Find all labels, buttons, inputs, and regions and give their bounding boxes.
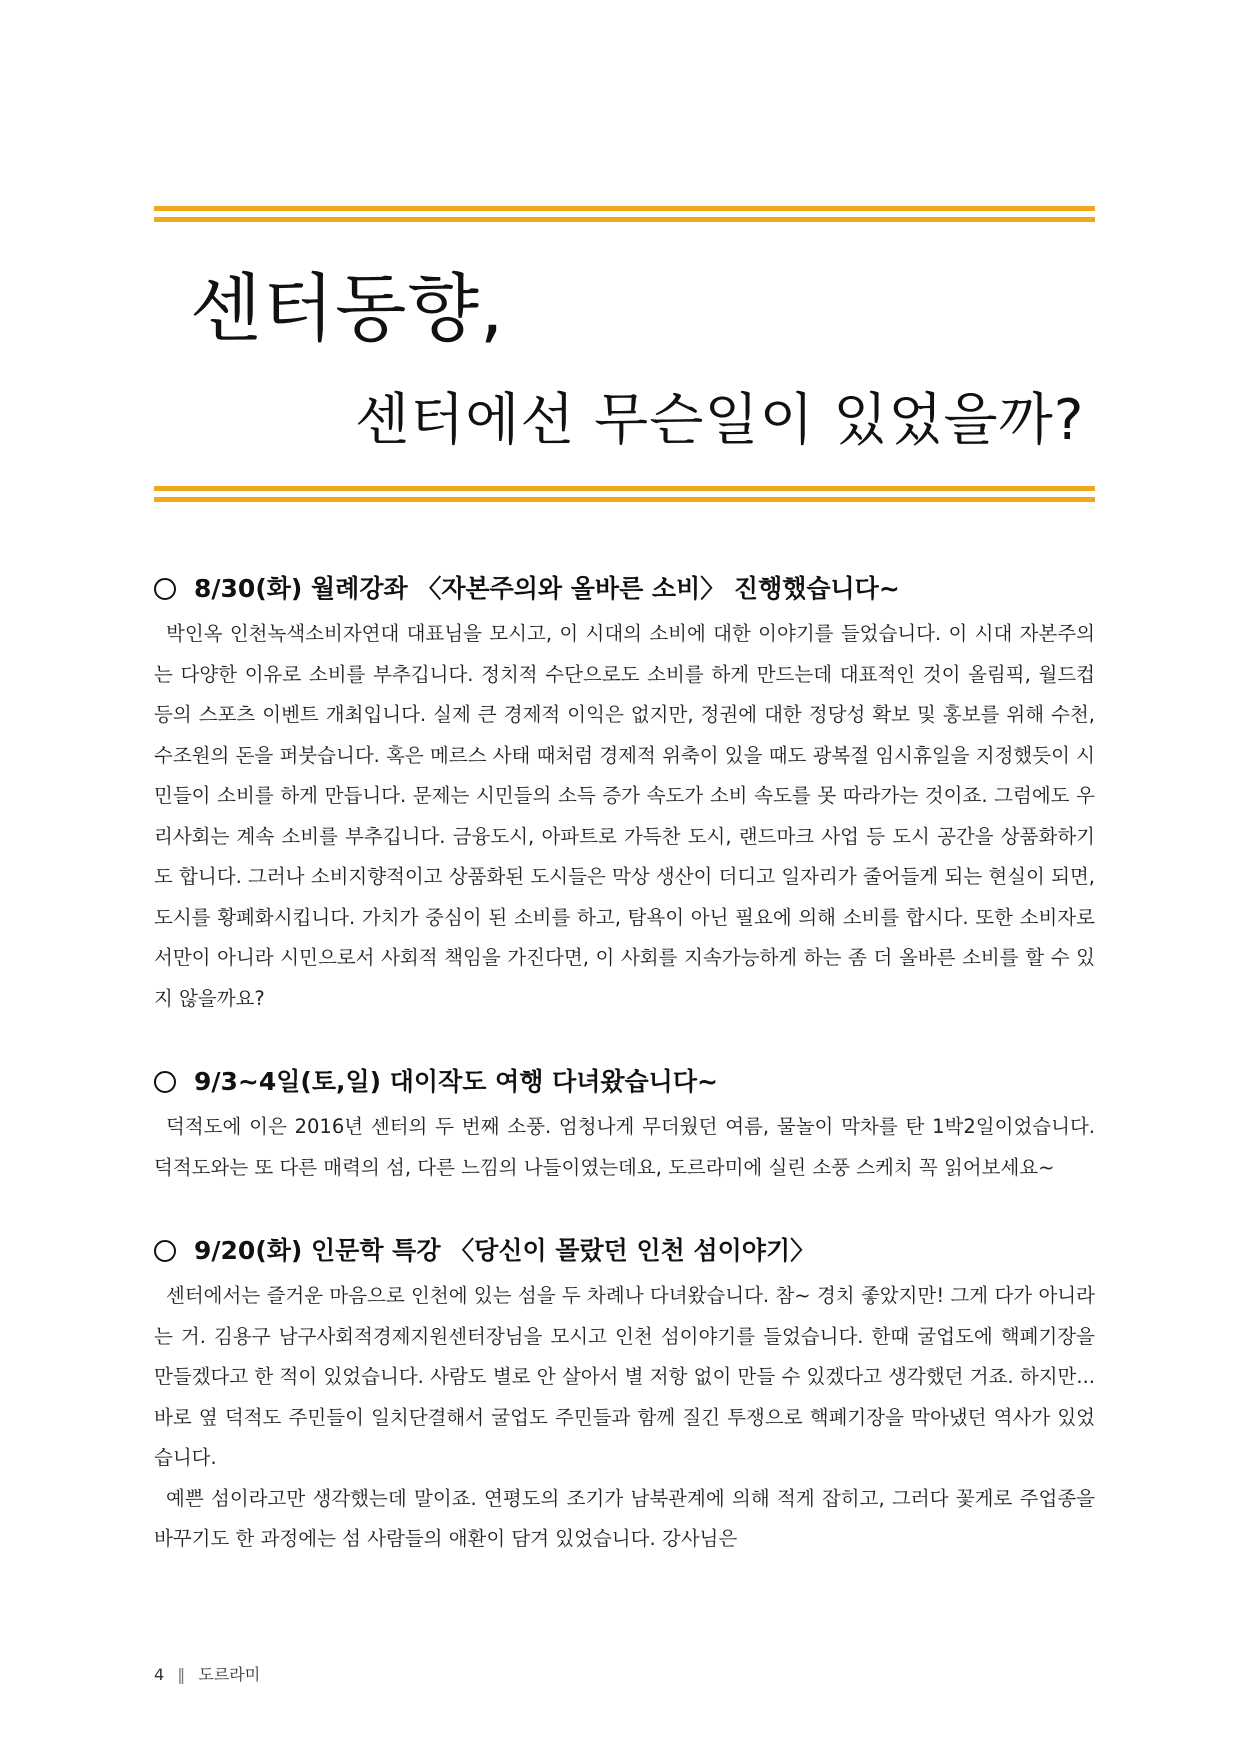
news-section	[154, 1232, 1095, 1560]
news-section	[154, 1063, 1095, 1188]
header-top-rule	[154, 206, 1095, 228]
section-heading	[154, 570, 1095, 608]
section-heading	[154, 1063, 1095, 1101]
section-paragraph: 덕적도에 이은 2016년 센터의 두 번째 소풍. 엄청나게 무더웠던 여름, 물놀이 막차를 탄 1박2일이었습니다. 덕적도와는 또 다른 매력의 섬, 다른 느낌의 나들이였는데요, 도르라미에 실린 소풍 스케치 꼭 읽어보세요~	[154, 1115, 1095, 1179]
rule-line	[154, 206, 1095, 211]
section-paragraph: 박인옥 인천녹색소비자연대 대표님을 모시고, 이 시대의 소비에 대한 이야기를 들었습니다. 이 시대 자본주의는 다양한 이유로 소비를 부추깁니다. 정치적 수단으로도 소비를 하게 만드는데 대표적인 것이 올림픽, 월드컵 등의 스포츠 이벤트 개최입니다. 실제 큰 경제적 이익은 없지만, 정권에 대한 정당성 확보 및 홍보를 위해 수천, 수조원의 돈을 퍼붓습니다. 혹은 메르스 사태 때처럼 경제적 위축이 있을 때도 광복절 임시휴일을 지정했듯이 시민들이 소비를 하게 만듭니다. 문제는 시민들의 소득 증가 속도가 소비 속도를 못 따라가는 것이죠. 그럼에도 우리사회는 계속 소비를 부추깁니다. 금융도시, 아파트로 가득찬 도시, 랜드마크 사업 등 도시 공간을 상품화하기도 합니다. 그러나 소비지향적이고 상품화된 도시들은 막상 생산이 더디고 일자리가 줄어들게 되는 현실이 되면, 도시를 황폐화시킵니다. 가치가 중심이 된 소비를 하고, 탐욕이 아닌 필요에 의해 소비를 합시다. 또한 소비자로서만이 아니라 시민으로서 사회적 책임을 가진다면, 이 사회를 지속가능하게 하는 좀 더 올바른 소비를 할 수 있지 않을까요?	[154, 622, 1095, 1010]
section-heading-text: 9/20(화) 인문학 특강 〈당신이 몰랐던 인천 섬이야기〉	[194, 1236, 816, 1265]
article-body	[154, 570, 1095, 1604]
rule-line	[154, 217, 1095, 222]
section-heading-text: 9/3~4일(토,일) 대이작도 여행 다녀왔습니다~	[194, 1067, 718, 1096]
header-bottom-rule	[154, 486, 1095, 508]
circle-bullet-icon	[154, 578, 176, 600]
page-footer	[154, 1662, 260, 1685]
circle-bullet-icon	[154, 1240, 176, 1262]
footer-separator: ‖	[177, 1665, 186, 1684]
rule-line	[154, 497, 1095, 502]
page-subtitle: 센터에선 무슨일이 있었을까?	[355, 388, 1085, 453]
page-title: 센터동향,	[190, 266, 505, 352]
publication-name: 도르라미	[198, 1665, 261, 1684]
section-paragraph: 예쁜 섬이라고만 생각했는데 말이죠. 연평도의 조기가 남북관계에 의해 적게 잡히고, 그러다 꽃게로 주업종을 바꾸기도 한 과정에는 섬 사람들의 애환이 담겨 있었습니다. 강사님은	[154, 1486, 1095, 1550]
news-section	[154, 570, 1095, 1019]
section-paragraph: 센터에서는 즐거운 마음으로 인천에 있는 섬을 두 차례나 다녀왔습니다. 참~ 경치 좋았지만! 그게 다가 아니라는 거. 김용구 남구사회적경제지원센터장님을 모시고 인천 섬이야기를 들었습니다. 한때 굴업도에 핵폐기장을 만들겠다고 한 적이 있었습니다. 사람도 별로 안 살아서 별 저항 없이 만들 수 있겠다고 생각했던 거죠. 하지만... 바로 옆 덕적도 주민들이 일치단결해서 굴업도 주민들과 함께 질긴 투쟁으로 핵폐기장을 막아냈던 역사가 있었습니다.	[154, 1284, 1095, 1469]
circle-bullet-icon	[154, 1071, 176, 1093]
section-heading-text: 8/30(화) 월례강좌 〈자본주의와 올바른 소비〉 진행했습니다~	[194, 574, 900, 603]
page-number: 4	[154, 1665, 165, 1684]
section-heading	[154, 1232, 1095, 1270]
rule-line	[154, 486, 1095, 491]
